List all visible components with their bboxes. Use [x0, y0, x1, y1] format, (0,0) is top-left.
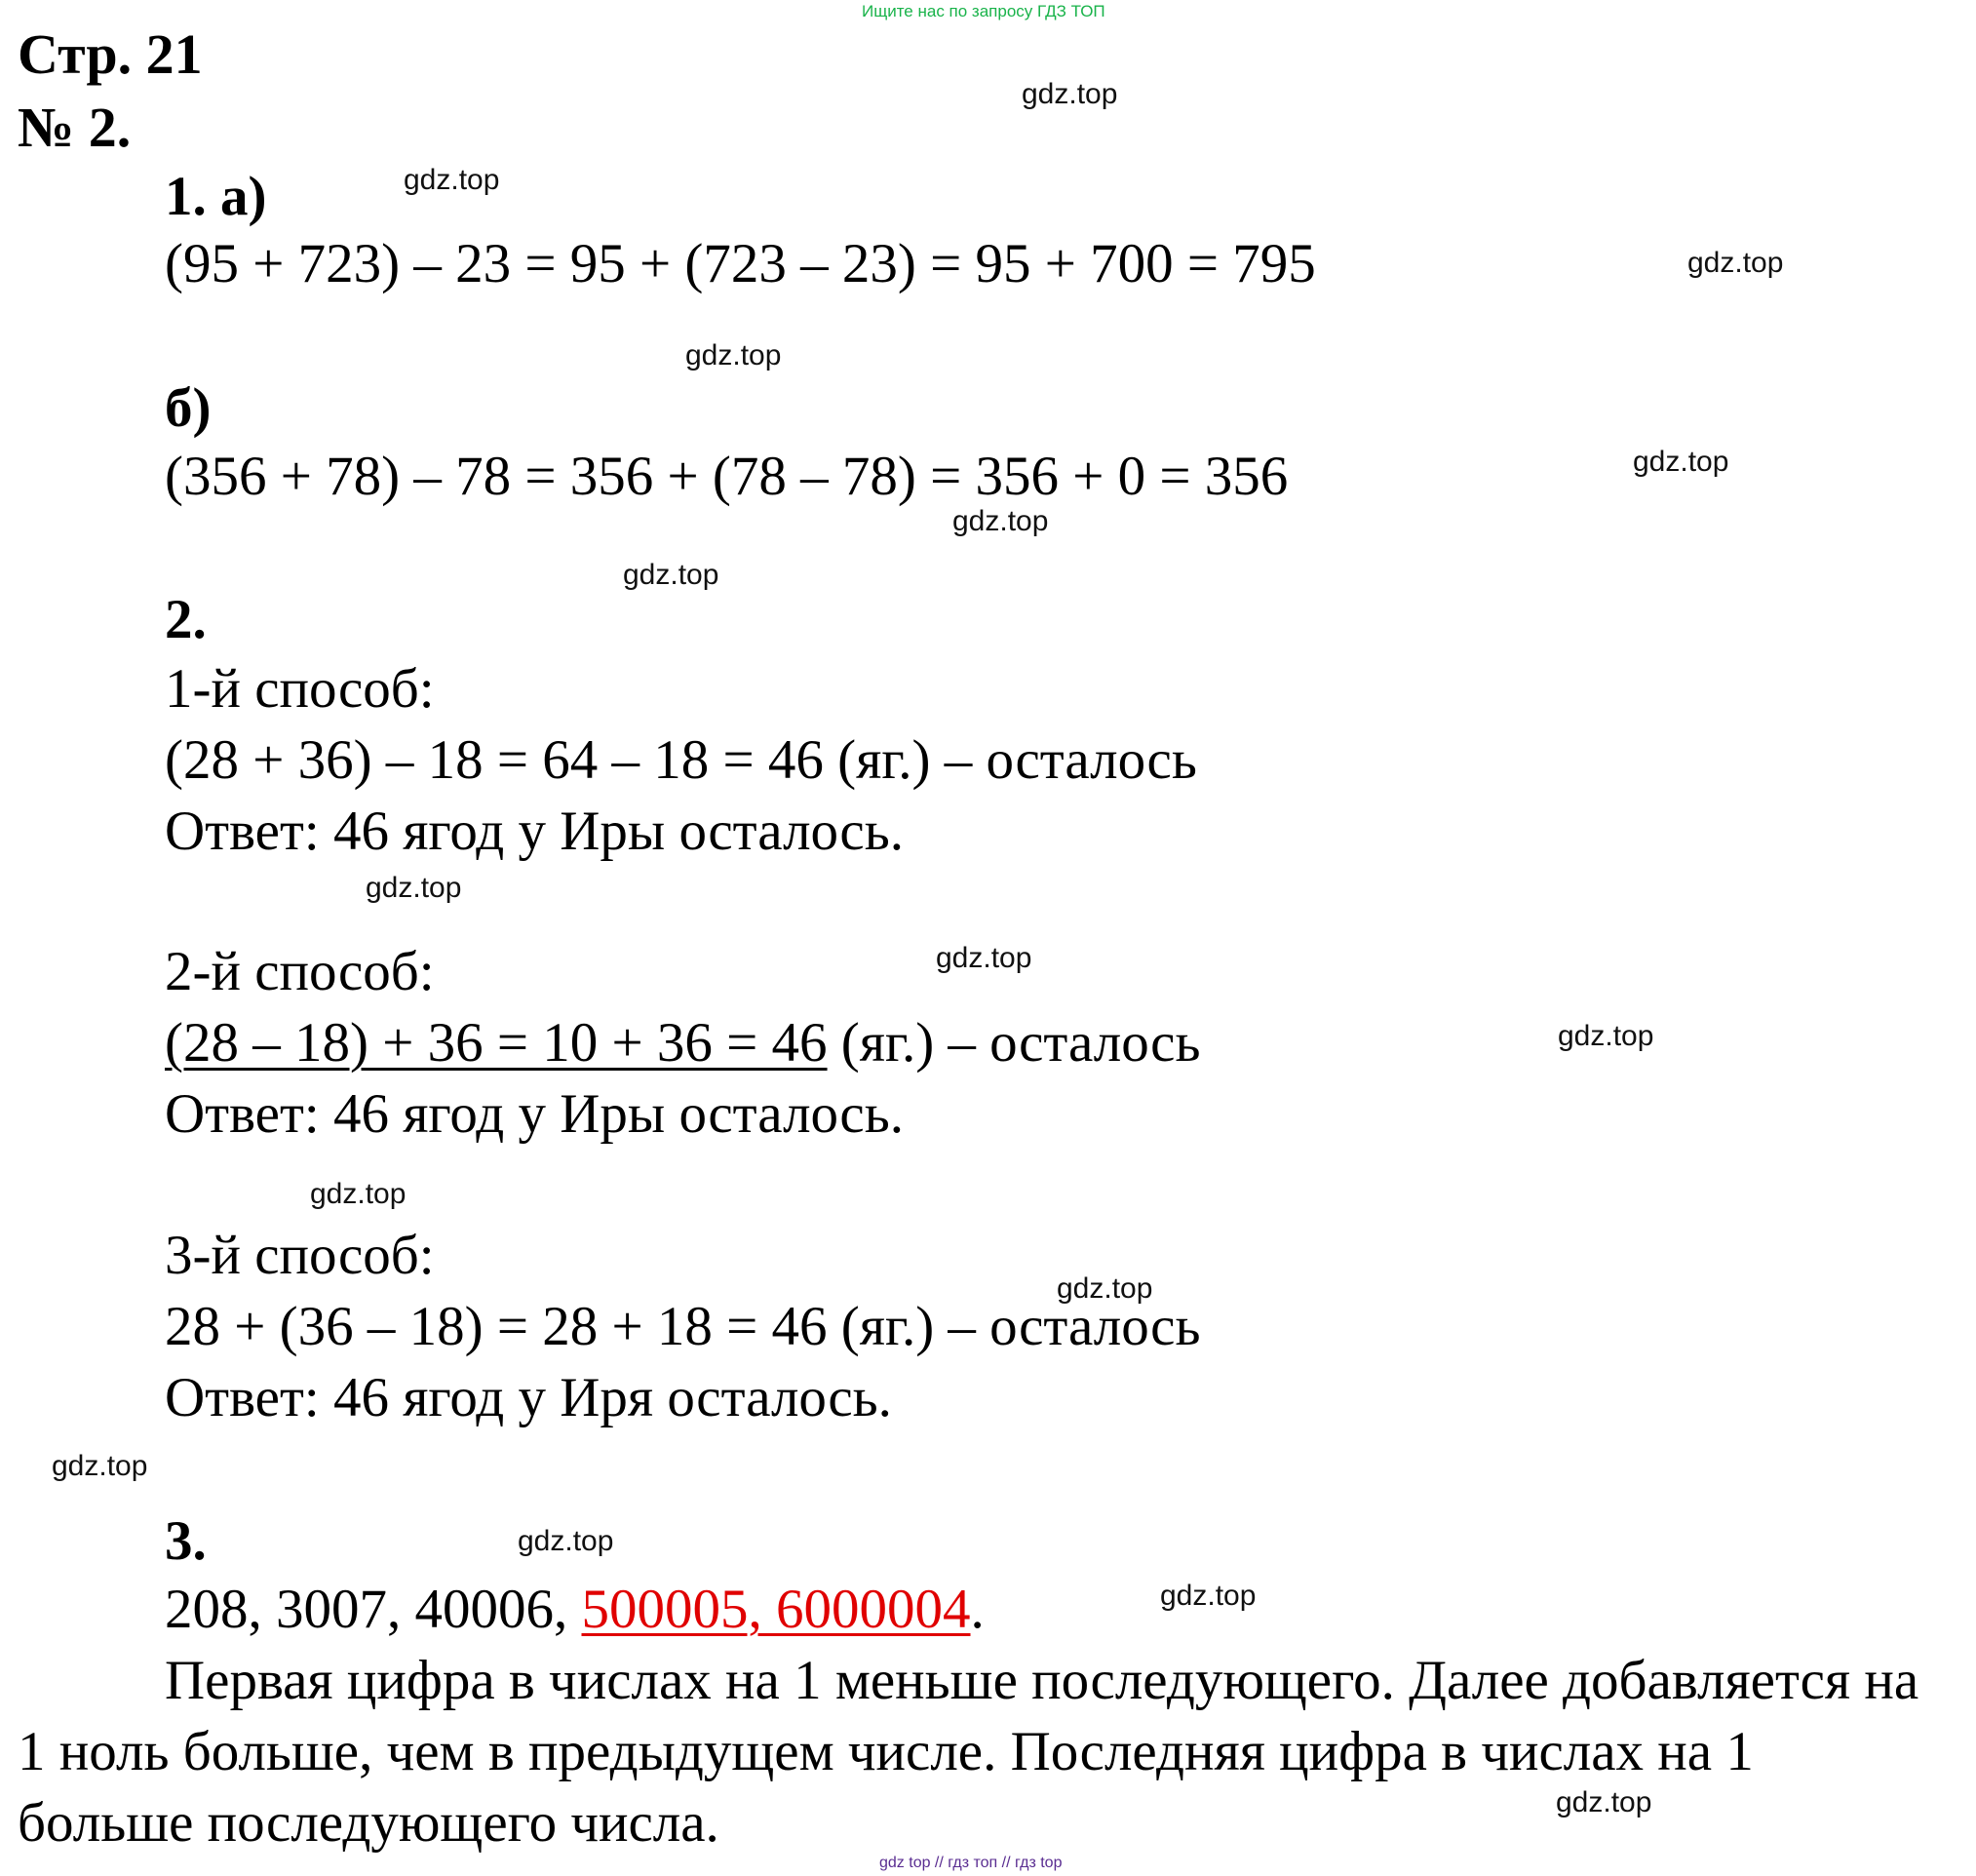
explanation-line-1: Первая цифра в числах на 1 меньше последующего. Далее добавляется на: [165, 1650, 1919, 1711]
page-title: Стр. 21: [18, 22, 203, 86]
watermark: gdz.top: [1556, 1786, 1652, 1818]
way2-expression-rest: (яг.) – осталось: [827, 1012, 1201, 1074]
way3-expression: 28 + (36 – 18) = 28 + 18 = 46 (яг.) – осталось: [165, 1296, 1201, 1357]
watermark: gdz.top: [1633, 446, 1729, 478]
watermark: gdz.top: [404, 164, 500, 196]
sequence-given: 208, 3007, 40006,: [165, 1579, 582, 1640]
watermark: gdz.top: [1022, 78, 1118, 110]
watermark: gdz.top: [1687, 247, 1784, 279]
sequence-end: .: [970, 1579, 985, 1640]
way2-title: 2-й способ:: [165, 941, 435, 1002]
top-note: Ищите нас по запросу ГДЗ ТОП: [862, 2, 1105, 20]
exercise-number: № 2.: [18, 96, 132, 159]
way2-expression-underlined: (28 – 18) + 36 = 10 + 36 = 46: [165, 1012, 828, 1074]
watermark: gdz.top: [1160, 1580, 1257, 1612]
watermark: gdz.top: [623, 559, 719, 591]
way1-answer: Ответ: 46 ягод у Иры осталось.: [165, 801, 904, 862]
watermark: gdz.top: [685, 339, 782, 371]
task1-label-a: 1. а): [165, 166, 267, 227]
watermark: gdz.top: [1057, 1272, 1153, 1305]
sequence-answer: 500005, 6000004: [581, 1579, 971, 1640]
watermark: gdz.top: [936, 942, 1032, 974]
way1-title: 1-й способ:: [165, 658, 435, 720]
way3-title: 3-й способ:: [165, 1225, 435, 1286]
way1-expression: (28 + 36) – 18 = 64 – 18 = 46 (яг.) – осталось: [165, 729, 1197, 791]
task1-expression-b: (356 + 78) – 78 = 356 + (78 – 78) = 356 + 0 = 356: [165, 446, 1289, 507]
number-sequence: [165, 1579, 985, 1640]
watermark: gdz.top: [310, 1178, 407, 1210]
task3-label: 3.: [165, 1510, 207, 1572]
way2-answer: Ответ: 46 ягод у Иры осталось.: [165, 1083, 904, 1145]
explanation-line-2: 1 ноль больше, чем в предыдущем числе. Последняя цифра в числах на 1: [18, 1721, 1754, 1782]
way2-expression: [165, 1012, 1201, 1074]
task1-label-b: б): [165, 377, 212, 439]
footer-note: gdz top // гдз топ // гдз top: [879, 1855, 1063, 1871]
way3-answer: Ответ: 46 ягод у Иря осталось.: [165, 1367, 892, 1428]
watermark: gdz.top: [52, 1450, 148, 1482]
explanation-line-3: больше последующего числа.: [18, 1792, 719, 1854]
watermark: gdz.top: [518, 1525, 614, 1557]
watermark: gdz.top: [1558, 1020, 1654, 1052]
watermark: gdz.top: [952, 505, 1049, 537]
watermark: gdz.top: [366, 872, 462, 904]
task2-label: 2.: [165, 589, 207, 650]
task1-expression-a: (95 + 723) – 23 = 95 + (723 – 23) = 95 + 700 = 795: [165, 233, 1316, 294]
